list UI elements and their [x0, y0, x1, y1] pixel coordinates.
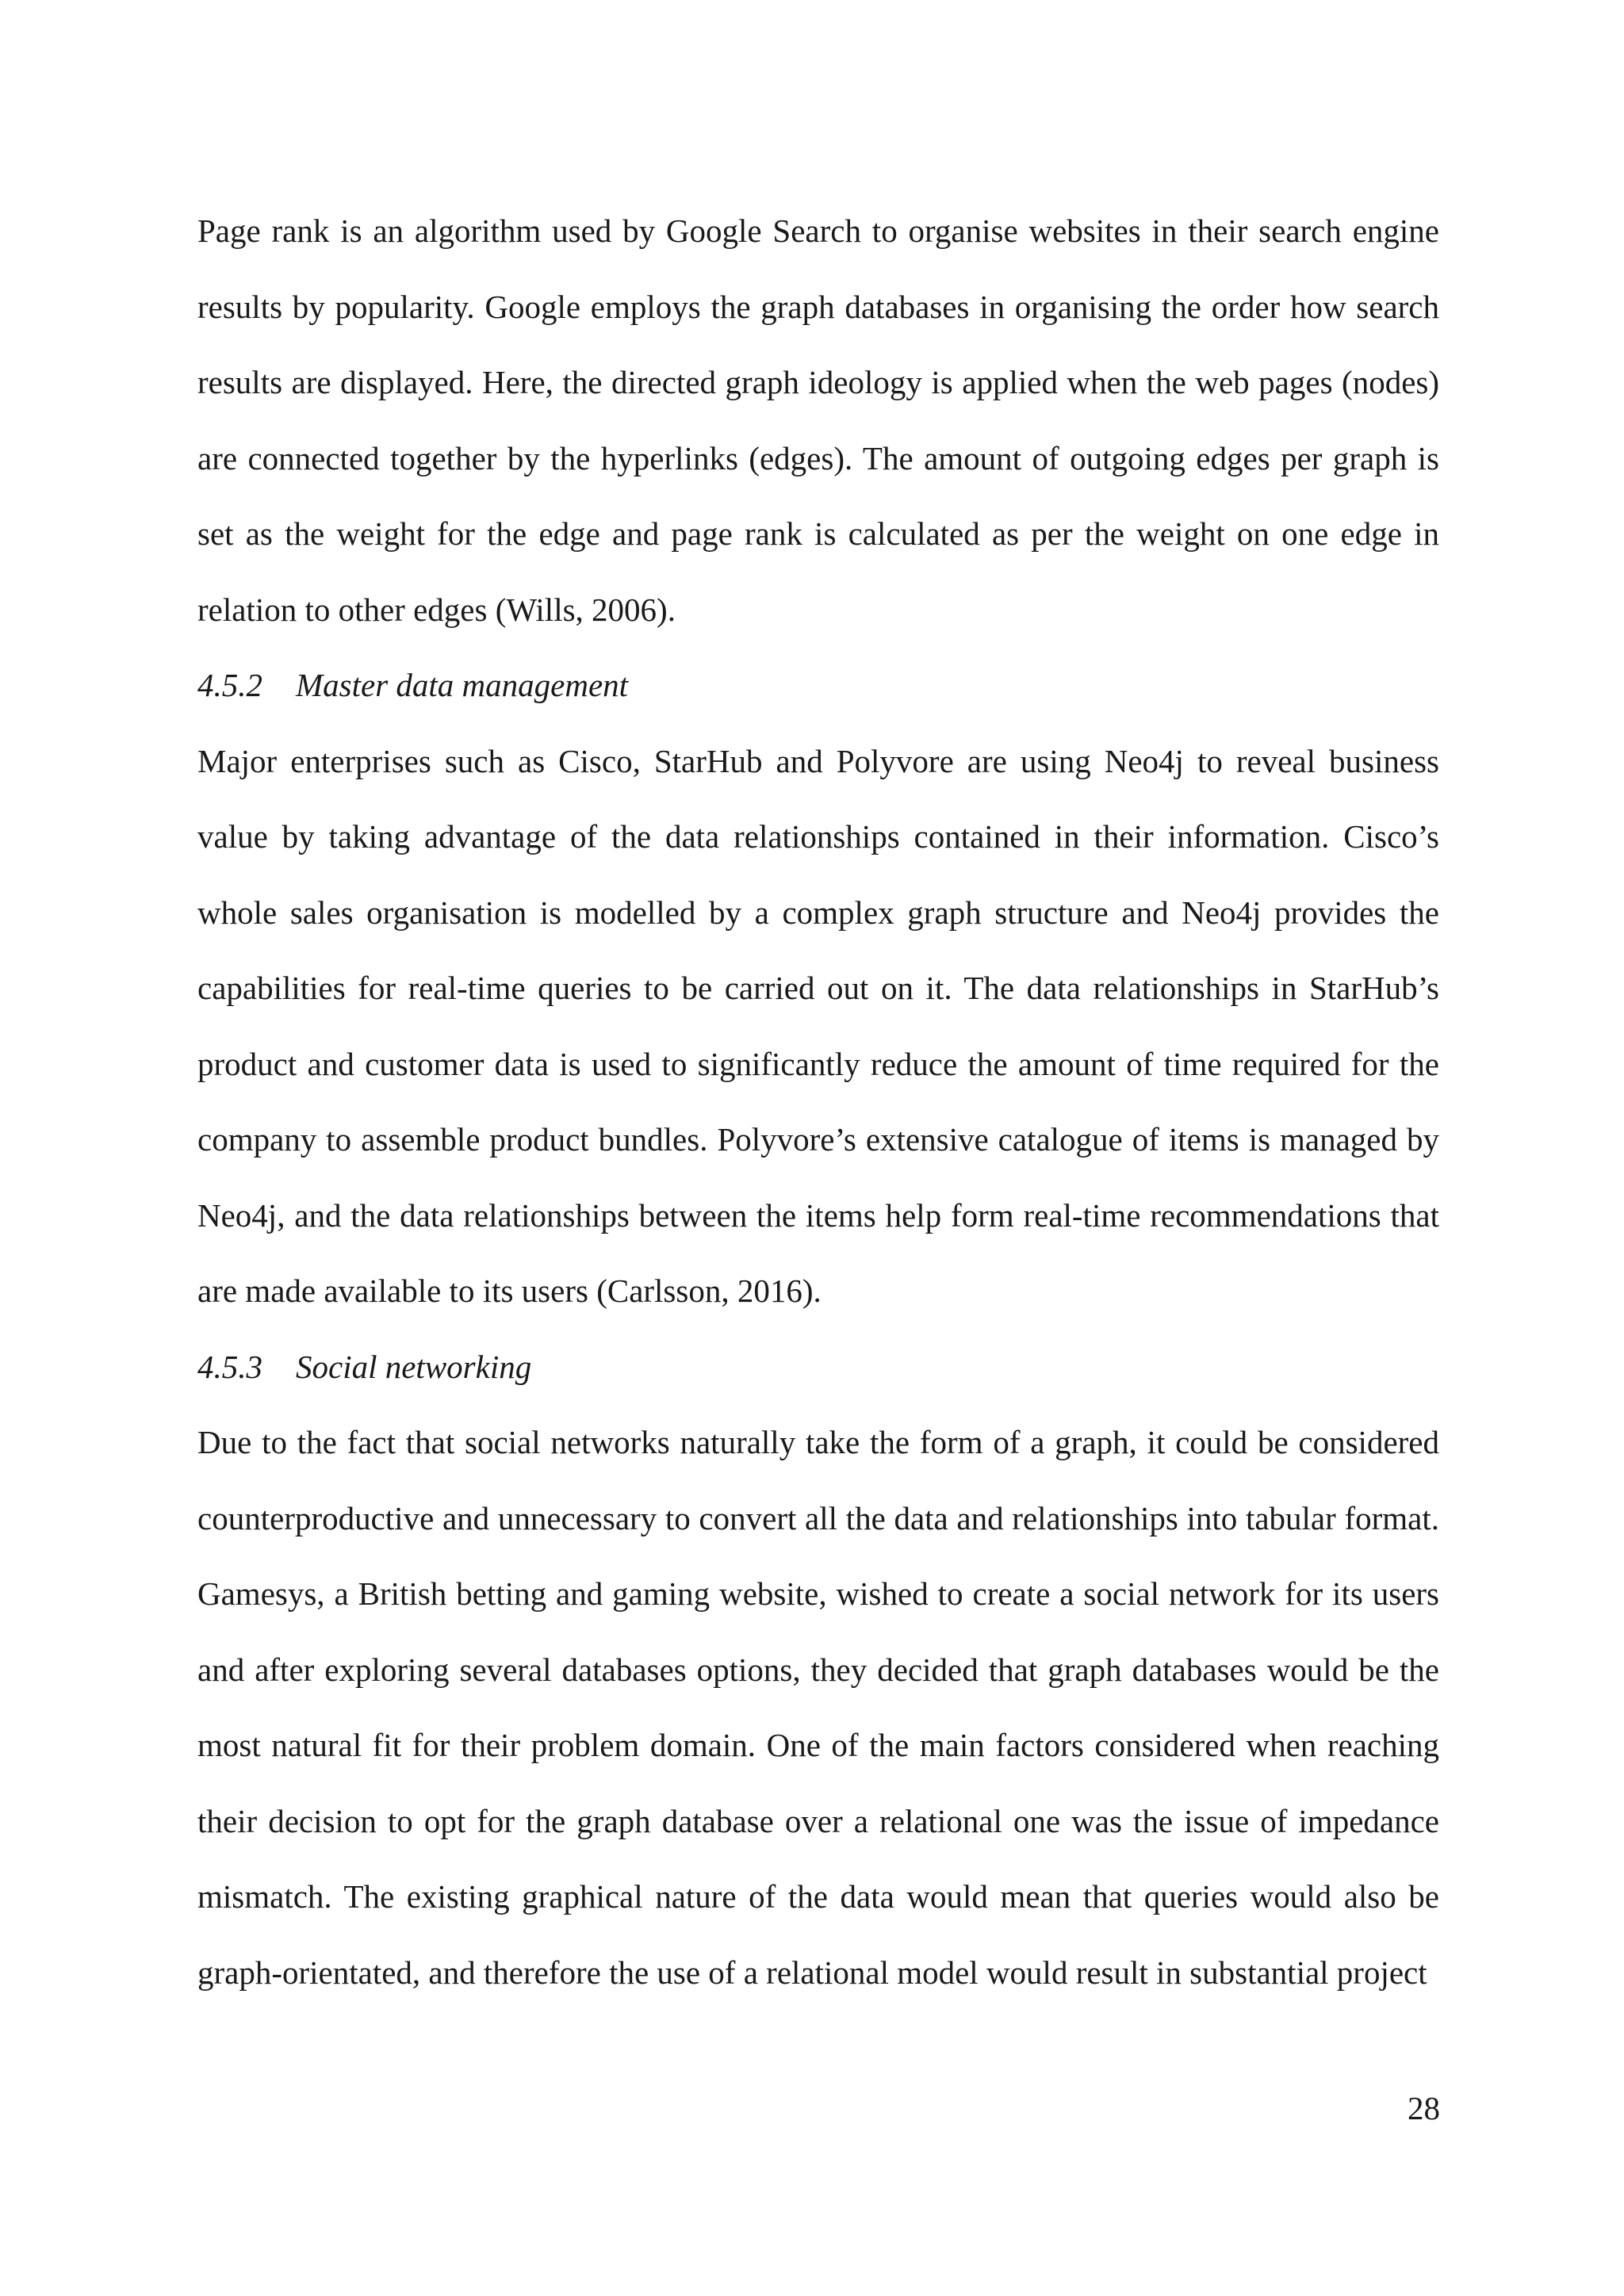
page-content [197, 193, 1439, 2011]
section-title: Social networking [296, 1348, 532, 1385]
section-number: 4.5.3 [197, 1348, 262, 1385]
paragraph-social-networking: Due to the fact that social networks naturally take the form of a graph, it could be considered counterproductive and unnecessary to convert all the data and relationships into tabular format. Gamesys, a British betting and gaming website, wished to create a social network for its users and after exploring several databases options, they decided that graph databases would be the most natural fit for their problem domain. One of the main factors considered when reaching their decision to opt for the graph database over a relational one was the issue of impedance mismatch. The existing graphical nature of the data would mean that queries would also be graph-orientated, and therefore the use of a relational model would result in substantial project [197, 1424, 1439, 1991]
page-number: 28 [1408, 2090, 1440, 2126]
section-title: Master data management [296, 667, 629, 703]
section-number: 4.5.2 [197, 667, 262, 703]
section-heading-master-data-management [197, 648, 1439, 724]
section-heading-social-networking [197, 1330, 1439, 1406]
paragraph-page-rank: Page rank is an algorithm used by Google Search to organise websites in their search engine results by popularity. Google employs the graph databases in organising the order how search results are displayed. Here, the directed graph ideology is applied when the web pages (nodes) are connected together by the hyperlinks (edges). The amount of outgoing edges per graph is set as the weight for the edge and page rank is calculated as per the weight on one edge in relation to other edges (Wills, 2006). [197, 212, 1439, 628]
paragraph-master-data-management: Major enterprises such as Cisco, StarHub and Polyvore are using Neo4j to reveal business value by taking advantage of the data relationships contained in their information. Cisco’s whole sales organisation is modelled by a complex graph structure and Neo4j provides the capabilities for real-time queries to be carried out on it. The data relationships in StarHub’s product and customer data is used to significantly reduce the amount of time required for the company to assemble product bundles. Polyvore’s extensive catalogue of items is managed by Neo4j, and the data relationships between the items help form real-time recommendations that are made available to its users (Carlsson, 2016). [197, 742, 1439, 1309]
